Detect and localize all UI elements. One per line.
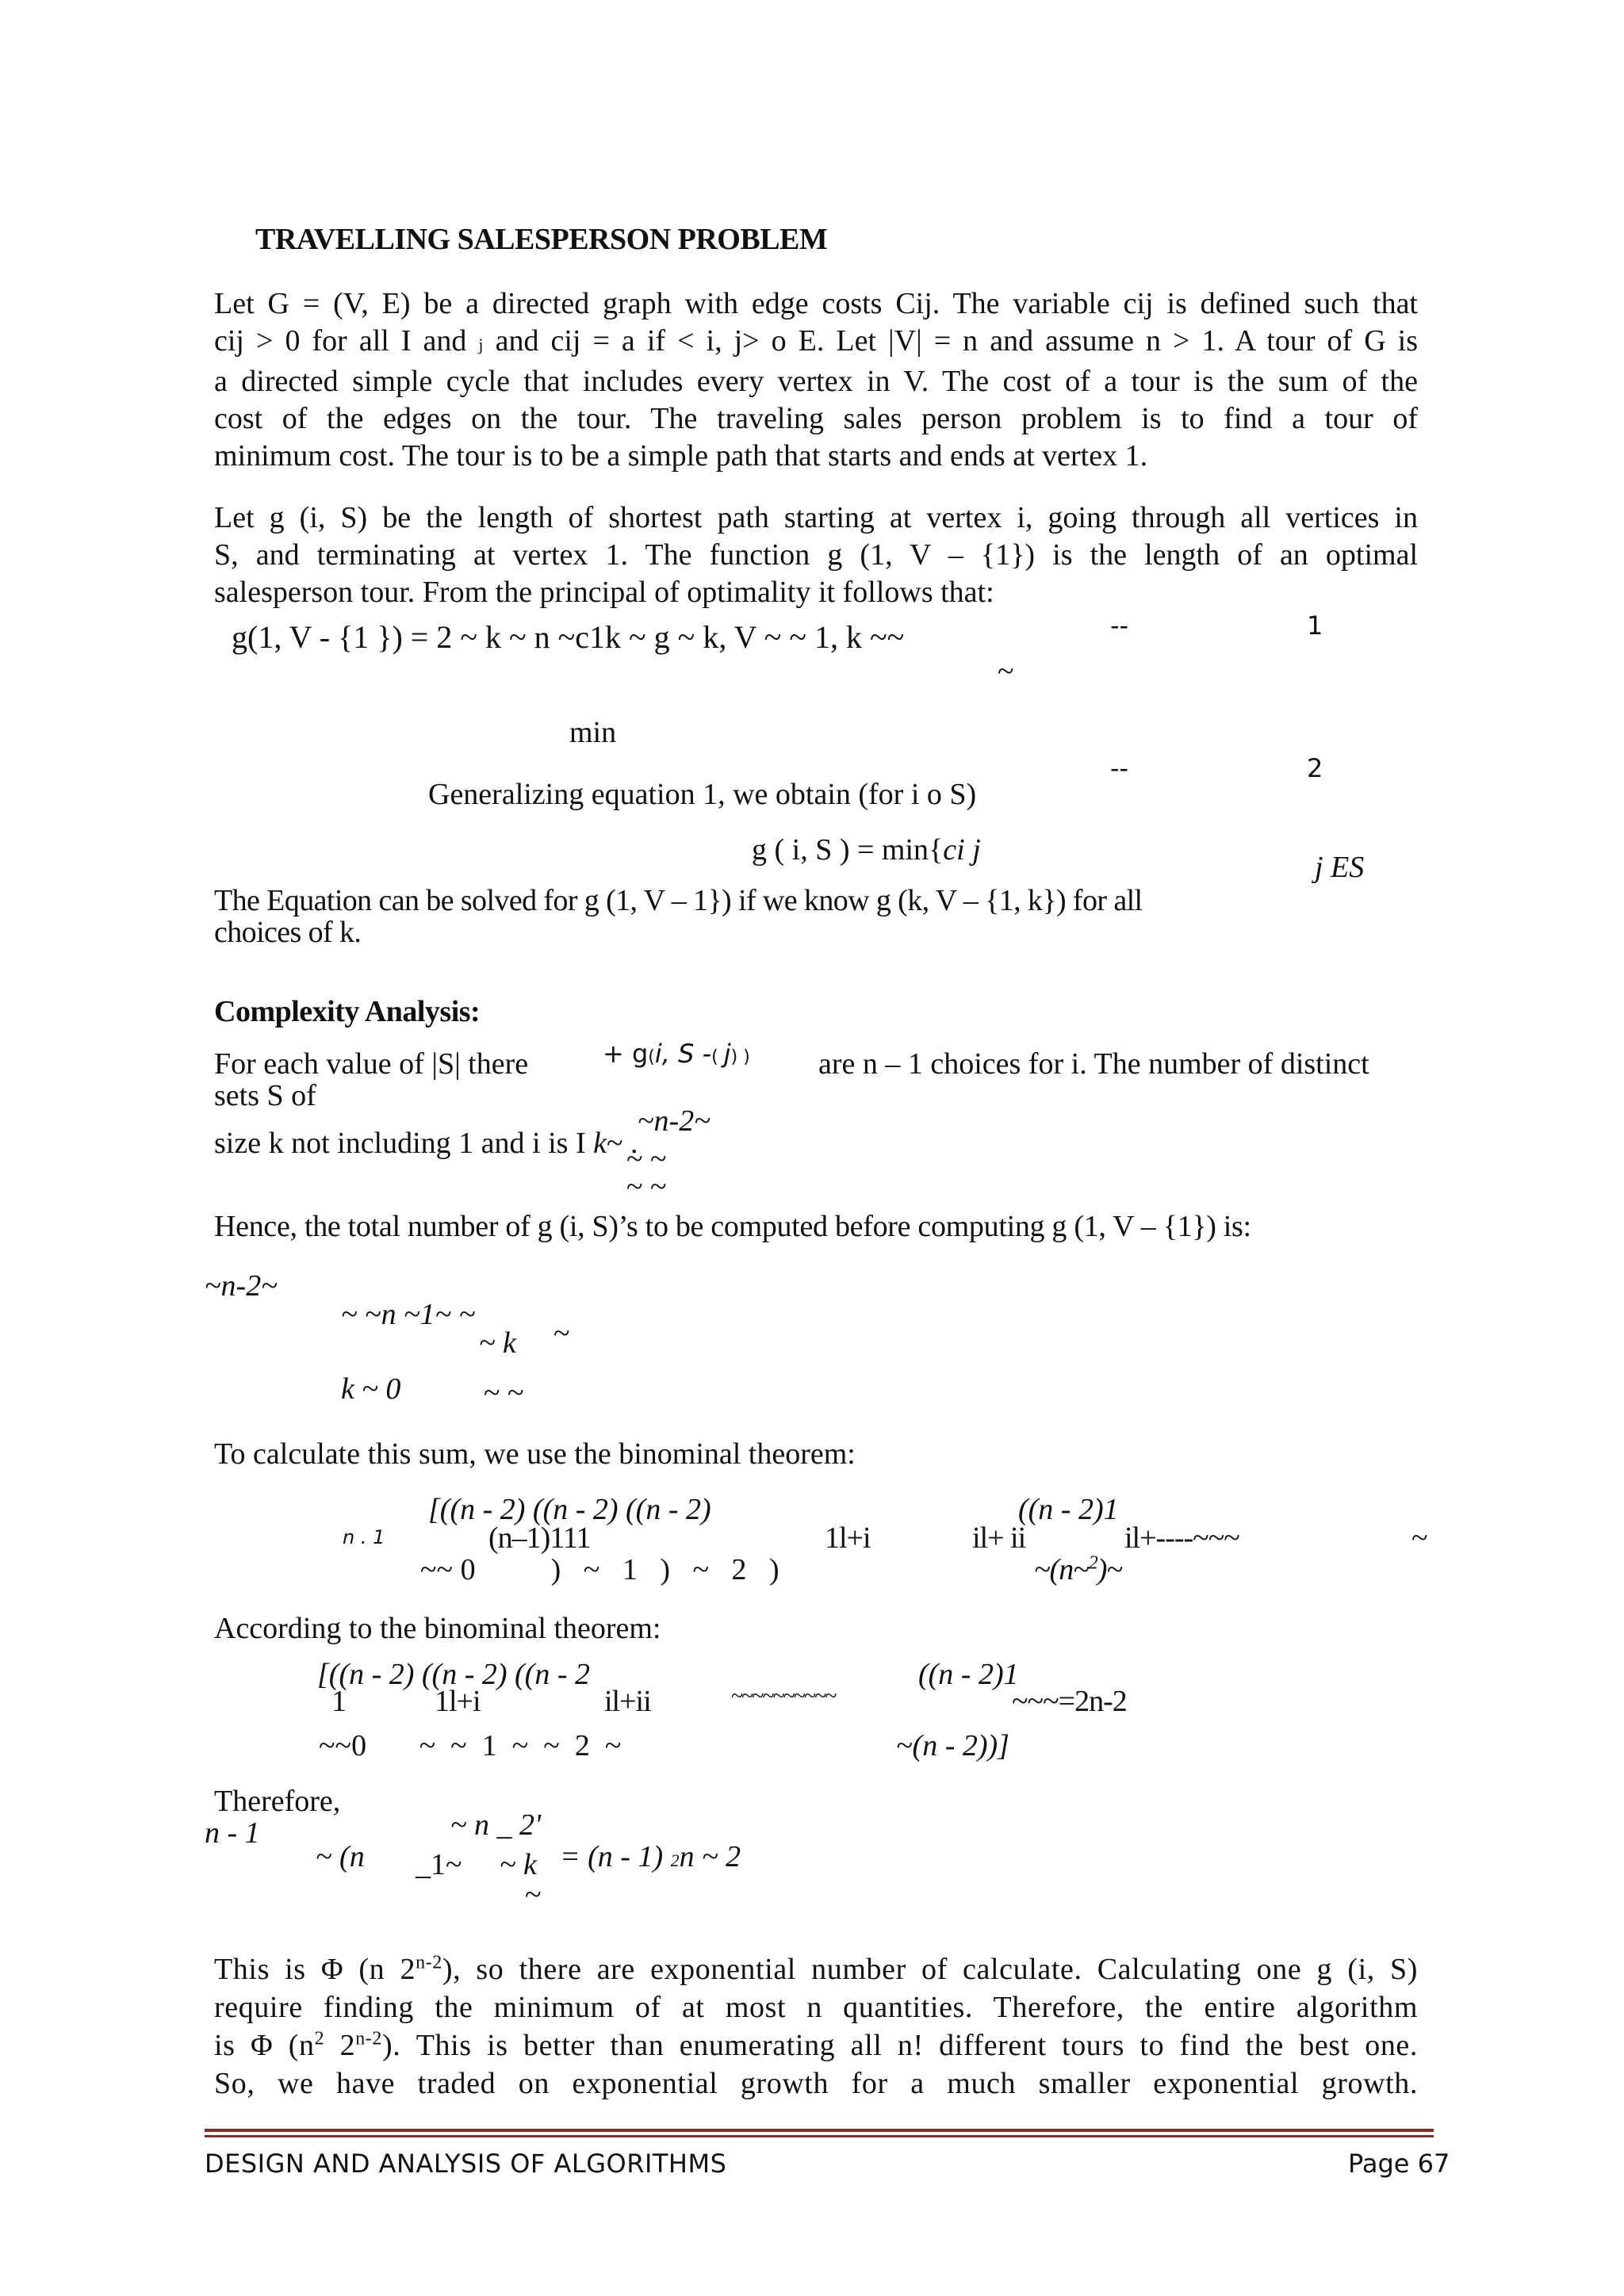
page-number: Page 67 [1348, 2149, 1450, 2179]
binomial2-row-2e: ~~~=2n-2 [1012, 1685, 1127, 1718]
footer-rule-thin [205, 2135, 1434, 2137]
definition-paragraph [214, 499, 1418, 611]
text-line: So, we have traded on exponential growth for a much smaller exponential growth. [214, 2067, 1418, 2100]
according-text: According to the binominal theorem: [214, 1612, 661, 1645]
complexity-line-2: sets S of [214, 1079, 316, 1112]
sum-top: ~n-2~ [205, 1269, 278, 1303]
equation-2-number: 2 [1307, 753, 1323, 783]
calculate-text: To calculate this sum, we use the binominal theorem: [214, 1437, 856, 1471]
final-rhs: = (n - 1) 2n ~ 2 [560, 1840, 741, 1873]
sum-middle: ~ ~n ~1~ ~ [341, 1298, 476, 1331]
final-over: ~ n _ 2' [450, 1808, 542, 1842]
binomial-left-index: n . 1 [343, 1526, 385, 1548]
equation-2-subscript: j ES [1315, 851, 1365, 884]
solve-text-line-2: choices of k. [214, 916, 362, 949]
therefore-text: Therefore, [214, 1785, 341, 1818]
final-left: n - 1 [205, 1816, 260, 1850]
sum-tilde: ~ [553, 1317, 570, 1350]
min-label: min [569, 716, 617, 749]
final-k: ~ k [500, 1848, 537, 1881]
binomial-row-2b: 1l+i [825, 1521, 871, 1555]
text-line: minimum cost. The tour is to be a simple path that starts and ends at vertex 1. [214, 439, 1148, 473]
conclusion-paragraph [214, 1950, 1418, 2103]
binomial2-row-3a: ~~0 ~ ~ 1 ~ ~ 2 ~ [319, 1729, 622, 1762]
equation-2-dash: -- [1110, 753, 1129, 783]
text-line: salesperson tour. From the principal of optimality it follows that: [214, 576, 994, 609]
equation-1-number: 1 [1307, 610, 1323, 641]
complexity-line-1b: are n – 1 choices for i. The number of distinct [818, 1047, 1369, 1081]
hence-text: Hence, the total number of g (i, S)’s to be computed before computing g (1, V – {1}) is: [214, 1210, 1251, 1243]
binomial2-row-2d: ~~~~~~~~~~ [731, 1684, 836, 1709]
sum-bottom: k ~ 0 [341, 1372, 401, 1406]
binomial-expansion-2-right: ((n - 2)1 [918, 1658, 1019, 1691]
text-line: This is Φ (n 2$^{n-2}$), so there are exponential number of calculate. Calculating one g (i, S) [214, 1952, 1419, 1986]
generalizing-text: Generalizing equation 1, we obtain (for i o S) [428, 778, 977, 811]
intro-paragraph [214, 285, 1418, 475]
text-line: a directed simple cycle that includes every vertex in V. The cost of a tour is the sum of the [214, 365, 1418, 398]
equation-1-dash: -- [1110, 610, 1129, 641]
solve-text-line-1: The Equation can be solved for g (1, V – 1}) if we know g (k, V – {1, k}) for all [214, 884, 1143, 917]
binomial-row-2a: (n–1)111 [488, 1521, 591, 1555]
binomial-expansion-1: [((n - 2) ((n - 2) ((n - 2) [428, 1493, 711, 1526]
binomial-top: ~n-2~ [638, 1104, 710, 1138]
final-tilde: ~ [525, 1878, 542, 1911]
binomial-expansion-1-right: ((n - 2)1 [1018, 1493, 1119, 1526]
complexity-line-1a: For each value of |S| there [214, 1047, 529, 1081]
binomial-row-2d: il+----~~~ [1124, 1521, 1239, 1555]
sum-k: ~ k [479, 1326, 516, 1360]
binomial-row-2e: ~ [1411, 1521, 1428, 1555]
text-line: Let g (i, S) be the length of shortest path starting at vertex i, going through all vertices in [214, 501, 1418, 534]
text-line: require finding the minimum of at most n quantities. Therefore, the entire algorithm [214, 1991, 1418, 2024]
equation-1-tilde: ~ [998, 655, 1014, 688]
binomial2-row-2b: 1l+i [435, 1685, 481, 1718]
complexity-line-3: size k not including 1 and i is I k~ . [214, 1127, 638, 1160]
text-line: S, and terminating at vertex 1. The function g (1, V – {1}) is the length of an optimal [214, 538, 1418, 572]
binomial2-row-3b: ~(n - 2))] [896, 1729, 1009, 1762]
binomial-expansion-2: [((n - 2) ((n - 2) ((n - 2 [317, 1658, 590, 1691]
final-expr-1: ~ (n [316, 1840, 365, 1873]
footer-rule [205, 2129, 1434, 2132]
tilde-row-2: ~ ~ [626, 1170, 667, 1203]
binomial2-row-2c: il+ii [604, 1685, 651, 1718]
binomial-row-3b: ~(n~$^2$)~ [1034, 1552, 1122, 1586]
equation-1: g(1, V - {1 }) = 2 ~ k ~ n ~c1k ~ g ~ k, V ~ ~ 1, k ~~ [232, 619, 905, 655]
complexity-math: + g(i, S -( j) ) [603, 1039, 750, 1069]
equation-2: g ( i, S ) = min{ci j [752, 833, 981, 867]
page-title: TRAVELLING SALESPERSON PROBLEM [255, 223, 828, 256]
binomial-row-3a: ~~ 0 ) ~ 1 ) ~ 2 ) [420, 1553, 779, 1586]
final-expr-2: _1~ [416, 1848, 462, 1881]
binomial2-row-2a: 1 [331, 1685, 347, 1718]
text-line: cij > 0 for all I and j and cij = a if < i, j> o E. Let |V| = n and assume n > 1. A tour of G is [214, 324, 1419, 358]
tilde-row: ~ ~ [626, 1142, 667, 1176]
text-line: cost of the edges on the tour. The traveling sales person problem is to find a tour of [214, 402, 1418, 435]
binomial-row-2c: il+ ii [972, 1521, 1026, 1555]
text-line: Let G = (V, E) be a directed graph with edge costs Cij. The variable cij is defined such that [214, 287, 1418, 320]
text-line: is Φ ($n^2$ 2$^{n-2}$). This is better than enumerating all n! different tours to find the best one. [214, 2028, 1418, 2062]
complexity-heading: Complexity Analysis: [214, 995, 481, 1028]
footer-title: DESIGN AND ANALYSIS OF ALGORITHMS [205, 2149, 727, 2179]
sum-bottom-tildes: ~ ~ [484, 1376, 524, 1410]
